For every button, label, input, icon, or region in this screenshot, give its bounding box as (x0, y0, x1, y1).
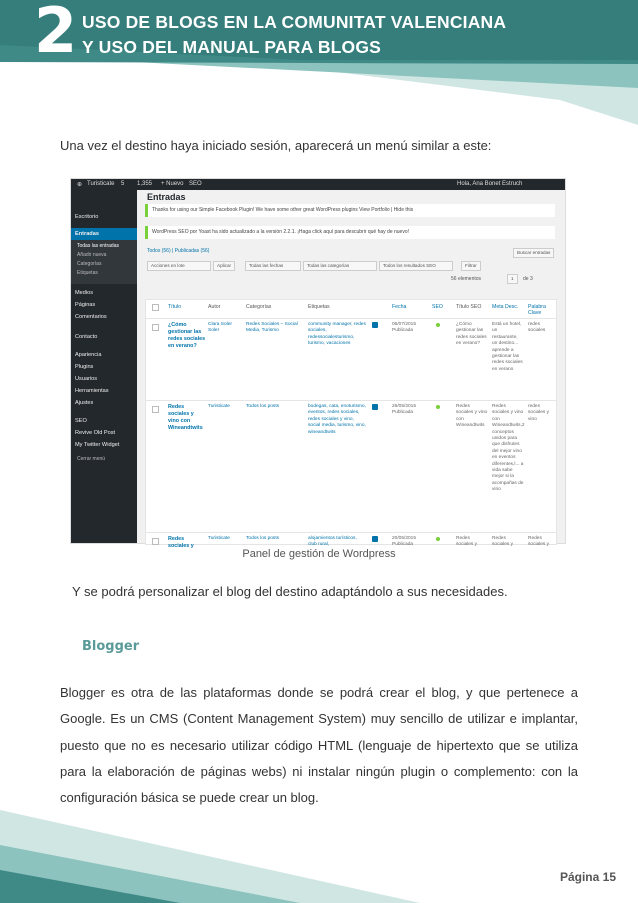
sidebar-item-cerrar: Cerrar menú (77, 456, 106, 462)
page-heading: Entradas (147, 192, 186, 202)
row3-author: Turisticate (208, 536, 230, 541)
page-number: Página 15 (559, 870, 616, 884)
col-titulo-seo: Título SEO (456, 304, 482, 310)
dates-filter: Todas las fechas (245, 261, 301, 271)
col-categorias: Categorías (246, 304, 272, 310)
notice-yoast: WordPress SEO por Yoast ha sido actualizado a la versión 2.2.1. ¡Haga click aquí para descubrir qué hay de nuevo! (145, 226, 555, 239)
row2-meta: Redes sociales y vino con Wineandtwits,2 conceptos unidos para que disfrutes del mejor vino en eventos diferentes,l... a vida sabe mejor si la acompañas de vino (492, 404, 525, 493)
seo-filter: Todos los resultados SEO (379, 261, 453, 271)
wordpress-screenshot (70, 178, 566, 549)
row1-kw: redes sociales (528, 322, 546, 334)
sidebar-sub-anadir: Añadir nueva (77, 252, 107, 258)
chapter-number: 2 (34, 0, 76, 67)
col-seo: SEO (432, 304, 443, 310)
items-count: 56 elementos (451, 276, 482, 282)
col-autor: Autor (208, 304, 221, 310)
row1-cats: Redes Sociales – Social Media, Turismo (246, 322, 298, 334)
sidebar-item-revive: Revive Old Post (75, 430, 116, 436)
sidebar-item-twitter: My Twitter Widget (75, 442, 120, 448)
admin-new: + Nuevo (161, 181, 184, 187)
filter-button: Filtrar (461, 261, 481, 271)
col-titulo: Título (168, 304, 181, 310)
row2-tags: bodegas, cata, enoturismo, eventos, redes sociales, redes sociales y vino, social media, turismo, vino, wineandtwits (308, 404, 366, 435)
chapter-title (82, 10, 506, 60)
admin-seo: SEO (189, 181, 202, 187)
col-palabra-clave: Palabra Clave (528, 304, 546, 316)
row2-author: Turisticate (208, 404, 230, 409)
row3-seo-title: Redes sociales y (456, 536, 478, 548)
sidebar-item-seo: SEO (75, 418, 87, 424)
sidebar-item-apariencia: Apariencia (75, 352, 102, 358)
row1-tags: community manager, redes sociales, redessocialesturismo, turismo, vacaciones (308, 322, 366, 347)
row1-date: 06/07/2015 Publicada (392, 322, 417, 334)
row3-cats: Todos los posts (246, 536, 280, 541)
wp-logo-icon: ⊕ (77, 182, 83, 188)
row3-tags: alojamientos turísticos, club rural, (308, 536, 357, 548)
posts-table (145, 299, 557, 549)
body-text-blogger: Blogger es otra de las plataformas donde se podrá crear el blog, y que pertenece a Google. Es un CMS (Content Management System) muy sencillo de utilizar e implantar, puesto que no es necesario utilizar código HTML (lenguaje de hipertexto que se utiliza para la elaboración de páginas webs) ni instalar ningún plugin o complemento: con la configuración básica se puede crear un blog. (60, 685, 578, 806)
admin-site: Turisticate (87, 181, 115, 187)
apply-button: Aplicar (213, 261, 235, 271)
col-meta: Meta Desc. (492, 304, 519, 310)
admin-main (137, 190, 565, 549)
row2-title: Redes sociales y vino con Wineandtwits (168, 404, 203, 431)
notice-facebook: Thanks for using our Simple Facebook Plugin! We have some other great WordPress plugins View Portfolio | Hide this (145, 204, 555, 217)
row1-meta: Está un hotel, un restaurante, un destino... aprende a gestionar las redes sociales en verano (492, 322, 523, 372)
row3-kw: Redes sociales y (528, 536, 550, 548)
sidebar-item-contacto: Contacto (75, 334, 98, 340)
bulk-actions: Acciones en lote (147, 261, 211, 271)
chapter-title-line1: USO DE BLOGS EN LA COMUNITAT VALENCIANA (82, 12, 507, 32)
sidebar-item-plugins: Plugins (75, 364, 94, 370)
page-of: de 3 (523, 276, 533, 282)
row1-author: Clara Soler Soler (208, 322, 232, 334)
row1-title: ¿Cómo gestionar las redes sociales en verano? (168, 322, 206, 349)
section-heading-blogger: Blogger (82, 639, 140, 654)
row3-title: Redes sociales y (168, 536, 194, 549)
row2-kw: redes sociales y vino (528, 404, 550, 422)
categories-filter: Todas las categorías (303, 261, 377, 271)
row2-date: 26/05/2015 Publicada (392, 404, 417, 416)
col-etiquetas: Etiquetas (308, 304, 330, 310)
sidebar-item-usuarios: Usuarios (75, 376, 98, 382)
sidebar-item-herramientas: Herramientas (75, 388, 109, 394)
sidebar-sub-etiquetas: Etiquetas (77, 270, 98, 276)
row1-seo-title: ¿Cómo gestionar las redes sociales en verano? (456, 322, 487, 347)
row2-seo-title: Redes sociales y vino con Wineandtwits (456, 404, 488, 429)
sidebar-item-escritorio: Escritorio (75, 214, 99, 220)
row3-meta: Redes sociales y (492, 536, 514, 548)
search-posts-button: Buscar entradas (513, 248, 554, 258)
sidebar-item-comentarios: Comentarios (75, 314, 107, 320)
admin-sidebar (71, 190, 137, 543)
sidebar-item-paginas: Páginas (75, 302, 96, 308)
post-views: Todos (56) | Publicadas (56) (147, 248, 210, 254)
sidebar-item-entradas: Entradas (75, 231, 99, 237)
intro-text: Una vez el destino haya iniciado sesión, aparecerá un menú similar a este: (60, 138, 492, 153)
sidebar-sub-categorias: Categorías (77, 261, 102, 267)
admin-greeting: Hola, Ana Bonet Estruch (457, 181, 523, 187)
row2-cats: Todos los posts (246, 404, 280, 409)
footer-decoration (0, 800, 638, 903)
paragraph-customize: Y se podrá personalizar el blog del destino adaptándolo a sus necesidades. (72, 584, 508, 599)
chapter-title-line2: Y USO DEL MANUAL PARA BLOGS (82, 37, 382, 57)
admin-updates: 5 (121, 181, 125, 187)
admin-bar (71, 179, 565, 190)
sidebar-item-medios: Medios (75, 290, 94, 296)
page-input: 1 (507, 274, 518, 284)
sidebar-sub-todas: Todas las entradas (77, 243, 119, 249)
admin-comments: 1,355 (137, 181, 153, 187)
sidebar-item-ajustes: Ajustes (75, 400, 94, 406)
figure-caption: Panel de gestión de Wordpress (242, 548, 396, 560)
row3-date: 20/05/2015 Publicada (392, 536, 417, 548)
col-fecha: Fecha (392, 304, 407, 310)
